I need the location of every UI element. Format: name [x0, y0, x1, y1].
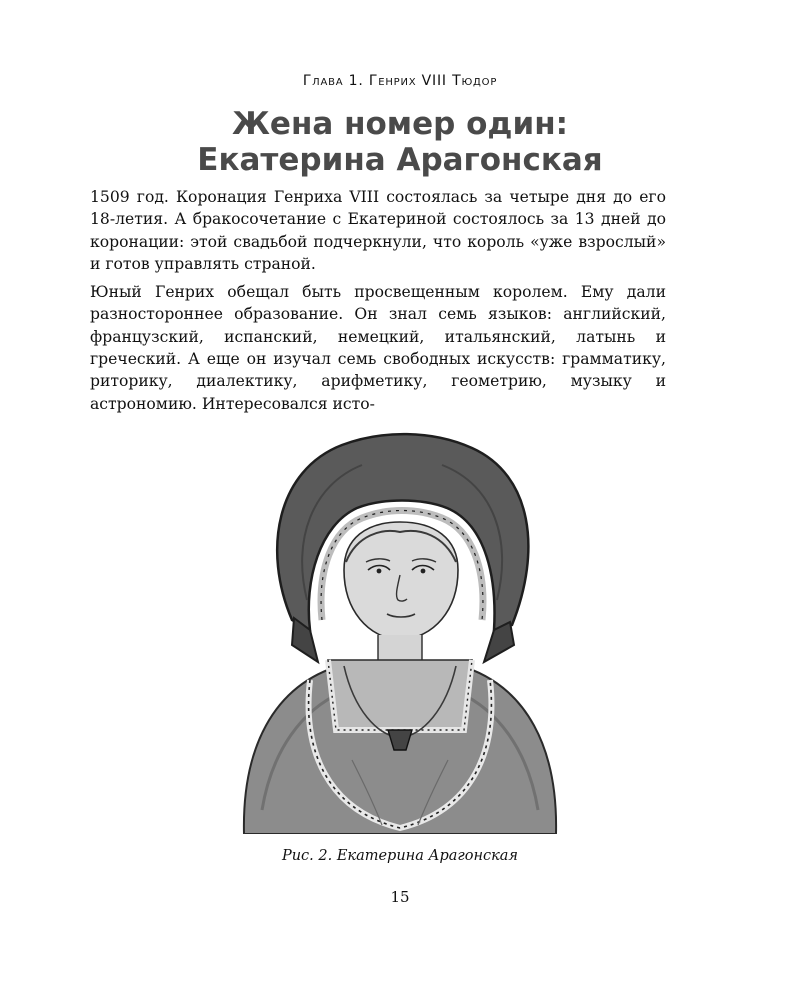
body-text — [90, 186, 666, 415]
portrait-drawing — [232, 430, 568, 834]
chapter-title-line-1: Жена номер один: — [231, 106, 569, 142]
figure-caption: Рис. 2. Екатерина Арагонская — [281, 848, 519, 864]
face — [344, 522, 458, 640]
chapter-title-line-2: Екатерина Арагонская — [197, 142, 603, 178]
neckline — [328, 660, 472, 730]
portrait-illustration — [232, 430, 568, 834]
paragraph-2: Юный Генрих обещал быть просвещенным королем. Ему дали разностороннее образование. Он знал семь языков: английский, французский, испанский, немецкий, итальянский, латынь и греческий. А еще он изучал семь свободных искусств: грамматику, риторику, диалектику, арифметику, геометрию, музыку и астрономию. Интересовался исто- — [90, 283, 666, 413]
chapter-title — [0, 106, 800, 178]
neck — [378, 635, 422, 662]
veil-right — [484, 622, 514, 662]
page-number: 15 — [390, 888, 410, 906]
paragraph-1: 1509 год. Коронация Генриха VIII состоялась за четыре дня до его 18-летия. А бракосочетание с Екатериной состоялось за 13 дней до коронации: этой свадьбой подчеркнули, что король «уже взрослый» и готов управлять страной. — [90, 188, 666, 273]
running-head: Глава 1. Генрих VIII Тюдор — [302, 73, 498, 89]
